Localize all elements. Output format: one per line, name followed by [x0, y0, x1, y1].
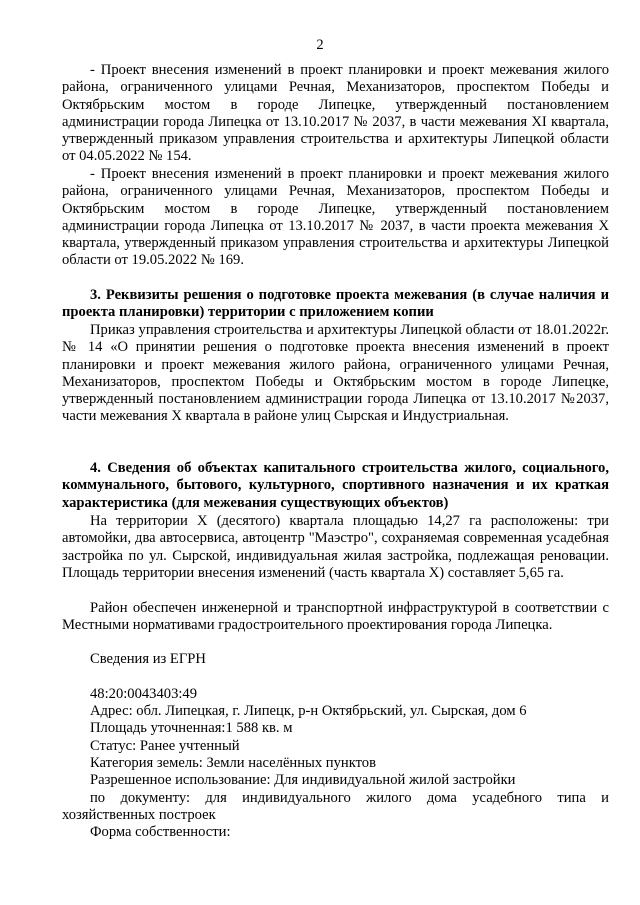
egrn-land-category: Категория земель: Земли населённых пунктов [90, 755, 376, 771]
paragraph-order: Приказ управления строительства и архитектуры Липецкой области от 18.01.2022г. № 14 «О принятии решения о подготовке проекта внесения изменений в проект планировки и проект межевания жилого района, ограниченного улицами Речная, Механизаторов, проспектом Победы и Октябрьским мостом в городе Липецке, утвержденный постановлением администрации города Липецка от 13.10.2017 №2037, части межевания X квартала в районе улиц Сырская и Индустриальная. [62, 322, 609, 425]
egrn-permitted-use: Разрешенное использование: Для индивидуальной жилой застройки [90, 772, 516, 788]
paragraph-territory: На территории X (десятого) квартала площадью 14,27 га расположены: три автомойки, два автосервиса, автоцентр "Маэстро", сохраняемая современная усадебная застройка по ул. Сырской, индивидуальная жилая застройка, подлежащая реновации. Площадь территории внесения изменений (часть квартала X) составляет 5,65 га. [62, 513, 609, 581]
egrn-area: Площадь уточненная:1 588 кв. м [90, 720, 293, 736]
egrn-ownership: Форма собственности: [90, 824, 231, 840]
egrn-by-document: по документу: для индивидуального жилого дома усадебного типа и хозяйственных построек [62, 790, 609, 824]
page-number: 2 [316, 37, 324, 53]
section-4-heading: 4. Сведения об объектах капитального строительства жилого, социального, коммунального, бытового, культурного, спортивного назначения и их краткая характеристика (для межевания существующих объектов) [62, 460, 609, 511]
egrn-address: Адрес: обл. Липецкая, г. Липецк, р-н Октябрьский, ул. Сырская, дом 6 [90, 703, 527, 719]
paragraph-project-xi: - Проект внесения изменений в проект планировки и проект межевания жилого района, ограниченного улицами Речная, Механизаторов, проспектом Победы и Октябрьским мостом в городе Липецке, утвержденный постановлением администрации города Липецка от 13.10.2017 № 2037, в части межевания XI квартала, утвержденный приказом управления строительства и архитектуры Липецкой области от 04.05.2022 № 154. [62, 62, 609, 165]
section-3-heading: 3. Реквизиты решения о подготовке проекта межевания (в случае наличия и проекта планировки) территории с приложением копии [62, 287, 609, 321]
paragraph-project-x: - Проект внесения изменений в проект планировки и проект межевания жилого района, ограниченного улицами Речная, Механизаторов, проспектом Победы и Октябрьским мостом в городе Липецке, утвержденный постановлением администрации города Липецка от 13.10.2017 № 2037, в части проекта межевания X квартала, утвержденный приказом управления строительства и архитектуры Липецкой области от 19.05.2022 № 169. [62, 166, 609, 269]
egrn-status: Статус: Ранее учтенный [90, 738, 240, 754]
egrn-heading: Сведения из ЕГРН [90, 651, 206, 667]
egrn-cadastral-number: 48:20:0043403:49 [90, 686, 198, 702]
paragraph-infrastructure: Район обеспечен инженерной и транспортной инфраструктурой в соответствии с Местными нормативами градостроительного проектирования города Липецка. [62, 600, 609, 634]
